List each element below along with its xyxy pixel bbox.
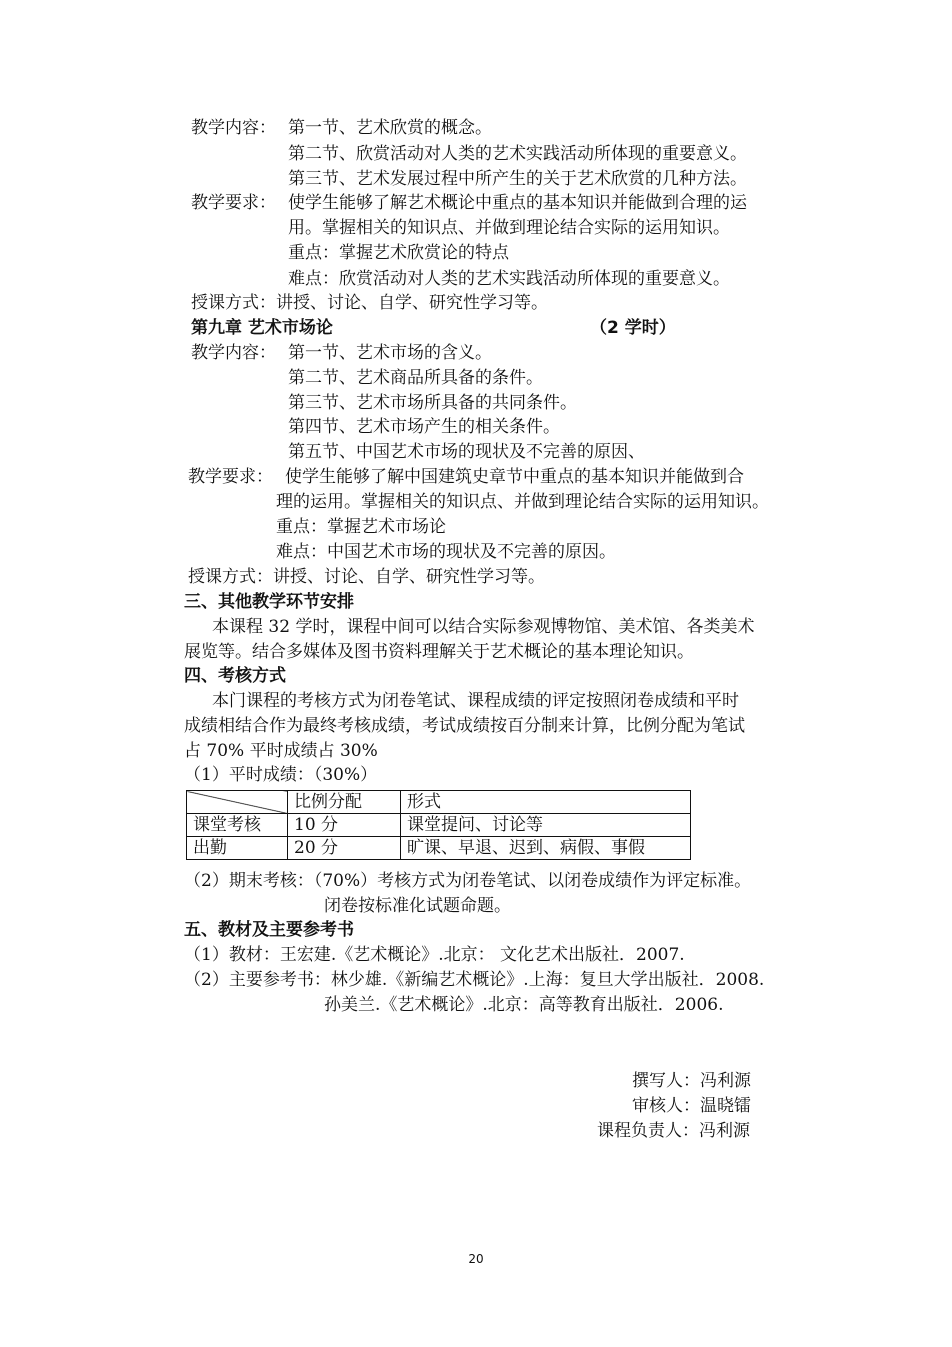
grade-table xyxy=(186,790,691,860)
usual-grade-label: （1）平时成绩：（30%） xyxy=(184,765,378,785)
ch9-hours: （2 学时） xyxy=(590,318,676,338)
table-header-cell: 形式 xyxy=(401,791,691,814)
sec5-heading: 五、教材及主要参考书 xyxy=(184,920,354,940)
ch9-method: 授课方式：讲授、讨论、自学、研究性学习等。 xyxy=(188,567,545,587)
ch8-key-point: 重点：掌握艺术欣赏论的特点 xyxy=(288,243,509,263)
reference-item: （2）主要参考书：林少雄.《新编艺术概论》.上海：复旦大学出版社．2008. xyxy=(184,970,765,990)
table-diagonal-cell xyxy=(187,791,288,814)
table-row xyxy=(187,837,691,860)
table-cell: 10 分 xyxy=(288,814,401,837)
sec4-heading: 四、考核方式 xyxy=(184,666,286,686)
sec4-paragraph-line: 占 70% 平时成绩占 30% xyxy=(184,741,378,761)
table-cell: 课堂提问、讨论等 xyxy=(401,814,691,837)
table-header-row xyxy=(187,791,691,814)
reference-item: （1）教材：王宏建.《艺术概论》.北京： 文化艺术出版社．2007. xyxy=(184,945,685,965)
table-row xyxy=(187,814,691,837)
ch8-content-label: 教学内容： xyxy=(191,118,276,138)
sec4-paragraph-line: 成绩相结合作为最终考核成绩，考试成绩按百分制来计算，比例分配为笔试 xyxy=(184,716,745,736)
final-exam-line: 闭卷按标准化试题命题。 xyxy=(324,896,511,916)
ch9-content-line: 第四节、艺术市场产生的相关条件。 xyxy=(288,417,560,437)
table-cell: 课堂考核 xyxy=(187,814,288,837)
sec3-paragraph-line: 本课程 32 学时，课程中间可以结合实际参观博物馆、美术馆、各类美术 xyxy=(212,617,755,637)
ch9-req-label: 教学要求： xyxy=(188,467,273,487)
ch9-key-point: 重点：掌握艺术市场论 xyxy=(276,517,446,537)
table-header-cell: 比例分配 xyxy=(288,791,401,814)
reference-item: 孙美兰.《艺术概论》.北京：高等教育出版社．2006. xyxy=(324,995,724,1015)
ch8-method: 授课方式：讲授、讨论、自学、研究性学习等。 xyxy=(191,293,548,313)
ch9-content-line: 第五节、中国艺术市场的现状及不完善的原因、 xyxy=(288,442,645,462)
table-cell: 出勤 xyxy=(187,837,288,860)
page-number: 20 xyxy=(468,1252,484,1266)
ch8-req-label: 教学要求： xyxy=(191,193,276,213)
sec3-paragraph-line: 展览等。结合多媒体及图书资料理解关于艺术概论的基本理论知识。 xyxy=(184,642,694,662)
ch8-req-line: 使学生能够了解艺术概论中重点的基本知识并能做到合理的运 xyxy=(288,193,747,213)
ch9-req-line: 使学生能够了解中国建筑史章节中重点的基本知识并能做到合 xyxy=(285,467,744,487)
table-cell: 旷课、早退、迟到、病假、事假 xyxy=(401,837,691,860)
ch9-content-line: 第一节、艺术市场的含义。 xyxy=(288,343,492,363)
ch9-difficulty: 难点：中国艺术市场的现状及不完善的原因。 xyxy=(276,542,616,562)
ch9-content-line: 第二节、艺术商品所具备的条件。 xyxy=(288,368,543,388)
sec4-paragraph-line: 本门课程的考核方式为闭卷笔试、课程成绩的评定按照闭卷成绩和平时 xyxy=(212,691,739,711)
ch8-content-line: 第二节、欣赏活动对人类的艺术实践活动所体现的重要意义。 xyxy=(288,144,747,164)
final-exam-line: （2）期末考核：（70%）考核方式为闭卷笔试、以闭卷成绩作为评定标准。 xyxy=(184,871,752,891)
course-lead-line: 课程负责人：冯利源 xyxy=(597,1121,750,1141)
table-cell: 20 分 xyxy=(288,837,401,860)
ch9-req-line: 理的运用。掌握相关的知识点、并做到理论结合实际的运用知识。 xyxy=(276,492,769,512)
ch9-content-label: 教学内容： xyxy=(191,343,276,363)
ch8-content-line: 第一节、艺术欣赏的概念。 xyxy=(288,118,492,138)
ch8-req-line: 用。掌握相关的知识点、并做到理论结合实际的运用知识。 xyxy=(288,218,730,238)
sec3-heading: 三、其他教学环节安排 xyxy=(184,592,354,612)
ch9-content-line: 第三节、艺术市场所具备的共同条件。 xyxy=(288,393,577,413)
ch8-difficulty: 难点：欣赏活动对人类的艺术实践活动所体现的重要意义。 xyxy=(288,269,730,289)
ch8-content-line: 第三节、艺术发展过程中所产生的关于艺术欣赏的几种方法。 xyxy=(288,169,747,189)
author-line: 撰写人：冯利源 xyxy=(632,1071,751,1091)
reviewer-line: 审核人：温晓镭 xyxy=(632,1096,751,1116)
ch9-title: 第九章 艺术市场论 xyxy=(191,318,333,338)
